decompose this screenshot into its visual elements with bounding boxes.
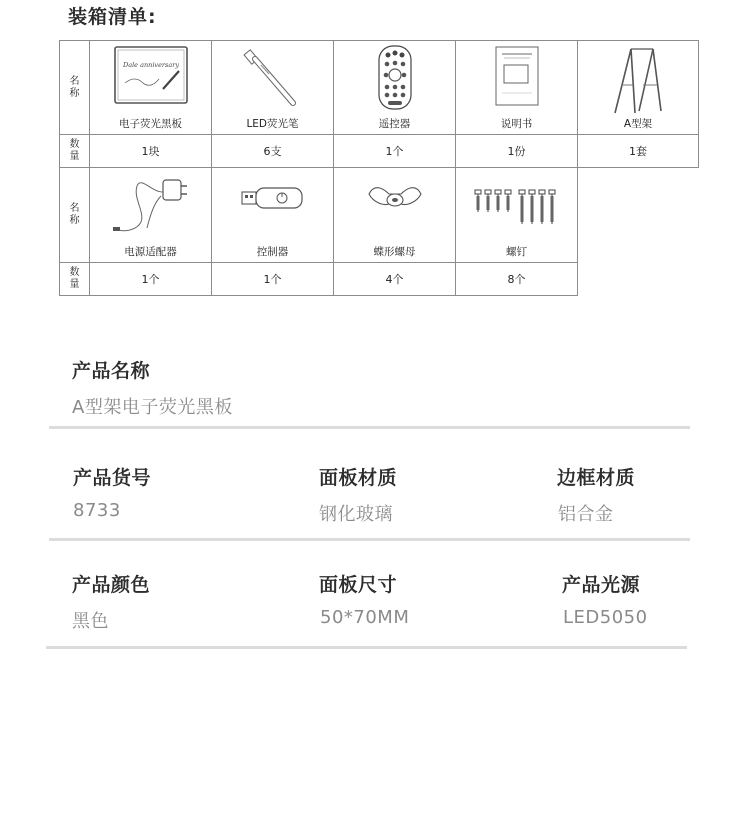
item-screws — [455, 167, 578, 263]
divider — [49, 538, 690, 541]
name-label-char: 名 — [69, 75, 80, 87]
board-text: Dale anniversary — [122, 61, 179, 69]
qty-label-cell — [59, 262, 90, 296]
whiteboard-icon — [113, 45, 189, 107]
item-no-label: 产品货号 — [73, 467, 152, 489]
item-wing-nut — [333, 167, 456, 263]
item-name: 螺钉 — [506, 246, 527, 258]
item-adapter — [89, 167, 212, 263]
panel-material-label: 面板材质 — [319, 467, 398, 489]
item-name: 蝶形螺母 — [373, 246, 416, 258]
item-qty: 1套 — [577, 134, 699, 168]
packing-list-table — [59, 40, 699, 296]
pen-icon — [243, 45, 303, 107]
screws-icon — [472, 172, 562, 228]
item-name: 遥控器 — [378, 118, 411, 130]
item-qty: 4个 — [333, 262, 456, 296]
adapter-icon — [111, 172, 191, 236]
item-no-value: 8733 — [73, 500, 121, 521]
panel-size-label: 面板尺寸 — [319, 574, 398, 596]
light-source-value: LED5050 — [563, 607, 648, 628]
divider — [49, 426, 690, 429]
qty-label-char: 量 — [69, 151, 80, 162]
name-label-char: 称 — [69, 87, 80, 99]
item-name: LED荧光笔 — [246, 118, 299, 130]
item-qty: 8个 — [455, 262, 578, 296]
item-qty: 1个 — [211, 262, 334, 296]
color-value: 黑色 — [72, 611, 109, 632]
panel-material-value: 钢化玻璃 — [319, 504, 393, 525]
qty-label-char: 数 — [69, 139, 80, 150]
divider — [46, 646, 687, 649]
product-name-value: A型架电子荧光黑板 — [72, 397, 233, 418]
item-qty: 1块 — [89, 134, 212, 168]
item-qty: 6支 — [211, 134, 334, 168]
item-qty: 1个 — [333, 134, 456, 168]
item-name: 控制器 — [256, 246, 289, 258]
wing-nut-icon — [365, 172, 425, 218]
item-pen — [211, 40, 334, 135]
item-qty: 1个 — [89, 262, 212, 296]
product-name-label: 产品名称 — [72, 360, 151, 382]
item-name: A型架 — [623, 118, 653, 130]
item-name: 电子荧光黑板 — [119, 118, 182, 130]
name-label-cell — [59, 167, 90, 263]
item-remote — [333, 40, 456, 135]
light-source-label: 产品光源 — [562, 574, 641, 596]
remote-icon — [375, 45, 415, 111]
name-label-char: 称 — [69, 215, 80, 226]
a-frame-icon — [611, 45, 665, 115]
item-name: 电源适配器 — [124, 246, 177, 258]
frame-material-value: 铝合金 — [558, 504, 614, 525]
item-a-frame — [577, 40, 699, 135]
qty-label-char: 量 — [69, 279, 80, 290]
qty-label-char: 数 — [69, 267, 80, 278]
name-label-char: 名 — [69, 203, 80, 214]
item-manual — [455, 40, 578, 135]
packing-list-title: 装箱清单: — [68, 6, 157, 28]
item-name: 说明书 — [500, 118, 533, 130]
name-label-cell — [59, 40, 90, 135]
color-label: 产品颜色 — [72, 574, 151, 596]
controller-icon — [238, 172, 308, 216]
item-qty: 1份 — [455, 134, 578, 168]
manual-icon — [494, 45, 540, 107]
panel-size-value: 50*70MM — [320, 607, 410, 628]
frame-material-label: 边框材质 — [557, 467, 636, 489]
qty-label-cell — [59, 134, 90, 168]
item-whiteboard — [89, 40, 212, 135]
item-controller — [211, 167, 334, 263]
